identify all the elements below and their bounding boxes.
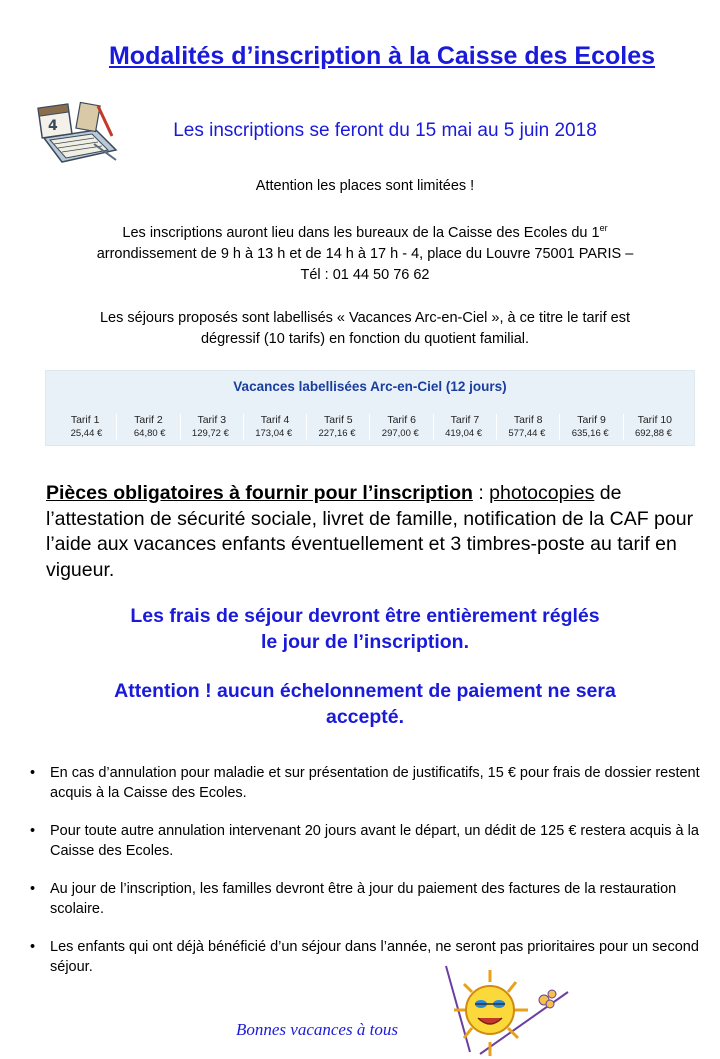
tarif-price: 577,44 € [508, 428, 546, 439]
tarif-cell [116, 414, 179, 440]
registration-dates: Les inscriptions se feront du 15 mai au 5 juin 2018 [173, 120, 597, 141]
payment-notice [40, 604, 690, 655]
tarif-label: Tarif 10 [637, 414, 673, 426]
list-item [30, 763, 702, 803]
tarif-cell [559, 414, 622, 440]
location-line-1: Les inscriptions auront lieu dans les bureaux de la Caisse des Ecoles du 1 [122, 224, 600, 241]
installment-warning-line-1: Attention ! aucun échelonnement de paiement ne sera [114, 680, 616, 702]
location-superscript: er [599, 223, 608, 233]
tarif-price: 419,04 € [445, 428, 483, 439]
payment-notice-line-1: Les frais de séjour devront être entièrement réglés [130, 605, 600, 627]
tarif-price: 227,16 € [318, 428, 356, 439]
list-item-text: Au jour de l’inscription, les familles devront être à jour du paiement des factures de la restauration scolaire. [50, 881, 677, 917]
required-documents-heading: Pièces obligatoires à fournir pour l’inscription [46, 482, 473, 504]
bullet-icon: • [30, 939, 36, 955]
location-info [40, 218, 690, 286]
tarif-label: Tarif 5 [324, 414, 353, 426]
tarif-label: Tarif 6 [387, 414, 416, 426]
tarif-cell [243, 414, 306, 440]
tarif-price: 129,72 € [191, 428, 229, 439]
bullet-icon: • [30, 765, 36, 781]
tarif-label: Tarif 4 [260, 414, 290, 426]
location-line-2: arrondissement de 9 h à 13 h et de 14 h à 17 h - 4, place du Louvre 75001 PARIS – [96, 245, 634, 262]
tarif-table-title: Vacances labellisées Arc-en-Ciel (12 jours) [233, 379, 507, 394]
signoff-message: Bonnes vacances à tous [236, 1020, 398, 1039]
tarif-price: 64,80 € [133, 428, 166, 439]
sejours-info [40, 308, 690, 350]
required-documents-list: de l’attestation de sécurité sociale, livret de famille, notification de la CAF pour l’aide aux vacances enfants éventuellement et 3 timbres-poste au tarif en vigueur. [46, 482, 694, 581]
tarif-label: Tarif 2 [134, 414, 163, 426]
required-documents-separator: : [472, 482, 490, 504]
sun-icon [440, 962, 574, 1059]
tarif-label: Tarif 7 [450, 414, 480, 426]
tarif-cell [180, 414, 243, 440]
tarif-price: 297,00 € [381, 428, 419, 439]
tarif-price: 25,44 € [70, 428, 103, 439]
page-title: Modalités d’inscription à la Caisse des Ecoles [108, 42, 656, 70]
tarif-price: 635,16 € [571, 428, 609, 439]
list-item-text: Pour toute autre annulation intervenant 20 jours avant le départ, un dédit de 125 € restera acquis à la Caisse des Ecoles. [50, 823, 699, 859]
tarif-price: 173,04 € [255, 428, 293, 439]
tarif-cell [623, 414, 686, 440]
tarif-cell [496, 414, 559, 440]
location-phone: Tél : 01 44 50 76 62 [300, 266, 430, 283]
list-item-text: Les enfants qui ont déjà bénéficié d’un séjour dans l’année, ne seront pas prioritaires pour un second séjour. [50, 939, 699, 975]
svg-text:4: 4 [48, 118, 58, 134]
list-item-text: En cas d’annulation pour maladie et sur présentation de justificatifs, 15 € pour frais de dossier restent acquis à la Caisse des Ecoles. [50, 765, 700, 801]
tarif-cell [306, 414, 369, 440]
places-warning: Attention les places sont limitées ! [255, 178, 475, 194]
conditions-list [30, 763, 702, 995]
tarif-cell [369, 414, 432, 440]
installment-warning [40, 679, 690, 730]
tarif-grid [54, 414, 686, 440]
list-item [30, 821, 702, 861]
tarif-label: Tarif 9 [577, 414, 606, 426]
bullet-icon: • [30, 881, 36, 897]
tarif-cell [54, 414, 116, 440]
sejours-line-1: Les séjours proposés sont labellisés « Vacances Arc-en-Ciel », à ce titre le tarif est [99, 310, 631, 326]
bullet-icon: • [30, 823, 36, 839]
tarif-cell [433, 414, 496, 440]
payment-notice-line-2: le jour de l’inscription. [260, 630, 470, 653]
sejours-line-2: dégressif (10 tarifs) en fonction du quotient familial. [200, 331, 530, 347]
tarif-table [45, 370, 695, 446]
photocopies-text: photocopies [489, 482, 595, 504]
installment-warning-line-2: accepté. [325, 705, 405, 728]
list-item [30, 937, 702, 977]
required-documents [46, 481, 706, 583]
tarif-label: Tarif 8 [513, 414, 543, 426]
list-item [30, 879, 702, 919]
tarif-label: Tarif 3 [197, 414, 227, 426]
tarif-price: 692,88 € [634, 428, 672, 439]
tarif-label: Tarif 1 [70, 414, 100, 426]
